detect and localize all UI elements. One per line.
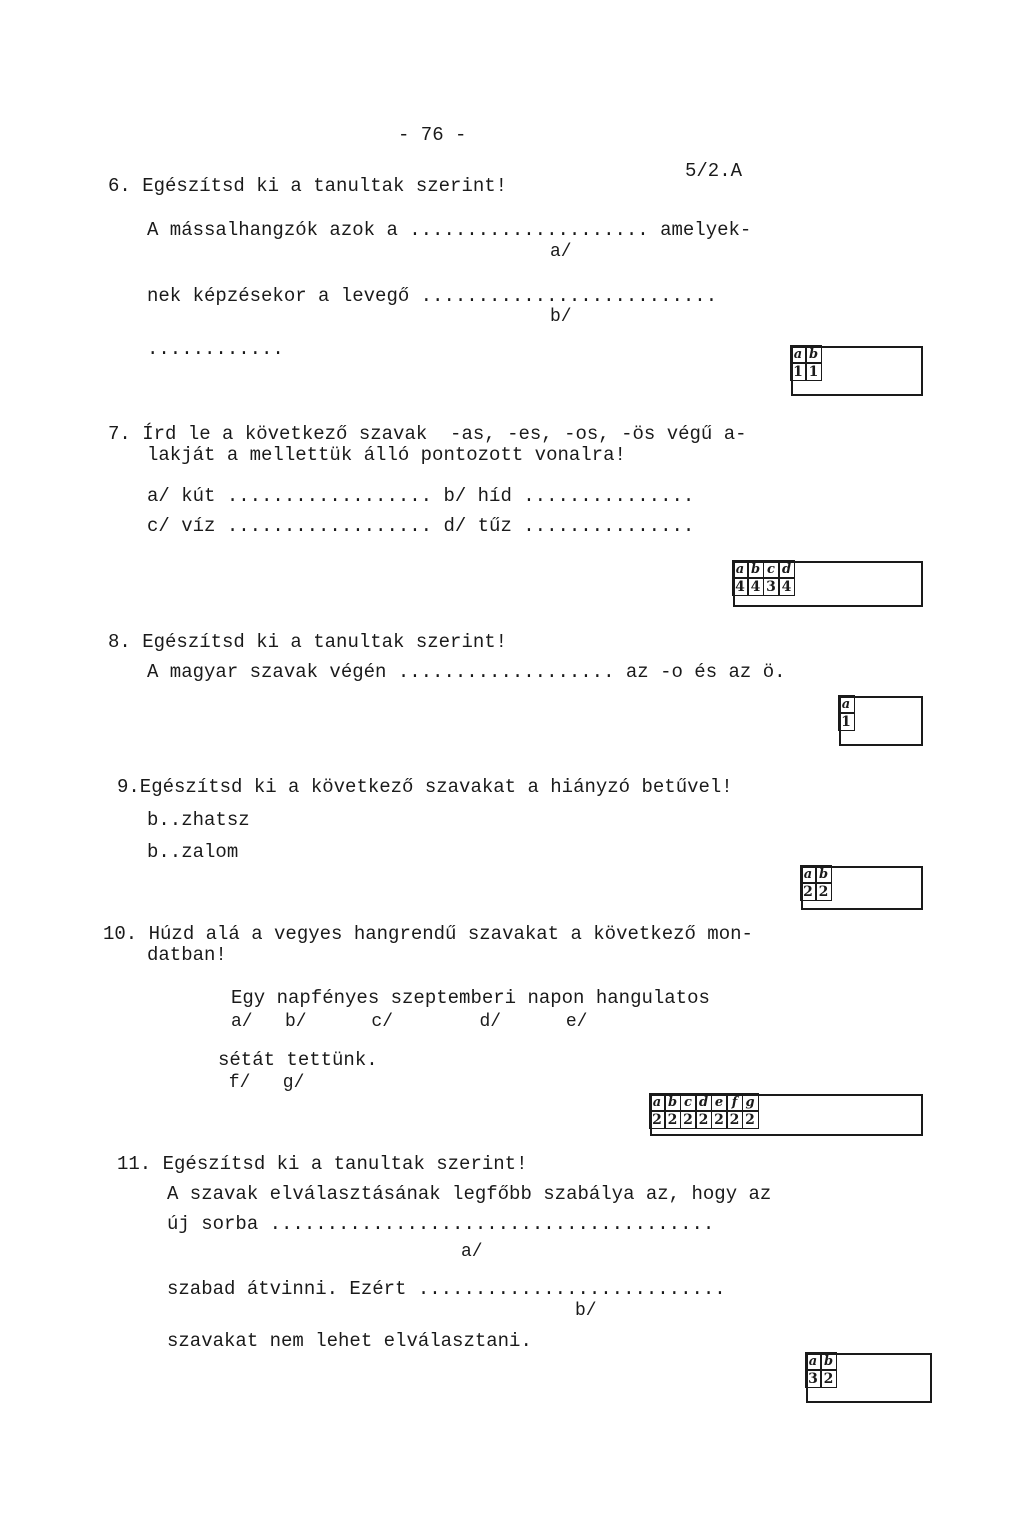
score-value: 2	[649, 1110, 666, 1129]
score-value: 4	[747, 577, 764, 596]
q6-score-box	[791, 346, 923, 396]
q6-line1: A mássalhangzók azok a ..................... amelyek-	[147, 219, 752, 241]
score-value: 2	[820, 1369, 837, 1388]
q10-score-box	[650, 1094, 923, 1136]
score-value: 1	[838, 712, 855, 731]
score-column	[817, 866, 833, 901]
q9-title: 9.Egészítsd ki a következő szavakat a hiányzó betűvel!	[117, 776, 733, 798]
score-letter: c	[680, 1093, 697, 1112]
score-value: 2	[726, 1110, 743, 1129]
q6-title: 6. Egészítsd ki a tanultak szerint!	[108, 175, 508, 197]
q11-line3: szabad átvinni. Ezért ...........................	[167, 1278, 726, 1300]
q10-marks1: a/ b/ c/ d/ e/	[231, 1012, 588, 1032]
score-letter: d	[695, 1093, 712, 1112]
score-column	[743, 1094, 759, 1129]
score-value: 2	[664, 1110, 681, 1129]
score-letter: a	[805, 1352, 822, 1371]
q11-mark-b: b/	[575, 1301, 597, 1321]
score-column	[780, 561, 796, 596]
score-value: 3	[763, 577, 780, 596]
score-value: 2	[711, 1110, 728, 1129]
q8-score-grid	[839, 696, 855, 731]
q11-line1: A szavak elválasztásának legfőbb szabálya az, hogy az	[167, 1183, 772, 1205]
score-letter: g	[742, 1093, 759, 1112]
q7-title: 7. Írd le a következő szavak -as, -es, -os, -ös végű a-	[108, 423, 747, 445]
q7-score-box	[733, 561, 923, 607]
q7-title2: lakját a mellettük álló pontozott vonalra!	[147, 444, 626, 466]
score-value: 1	[805, 362, 822, 381]
score-column	[807, 346, 823, 381]
q7-row2: c/ víz .................. d/ tűz ...............	[147, 515, 695, 537]
score-letter: b	[815, 865, 832, 884]
score-value: 3	[805, 1369, 822, 1388]
series-code: 5/2.A	[685, 160, 743, 182]
q9-word2: b..zalom	[147, 841, 239, 863]
q11-mark-a: a/	[461, 1242, 483, 1262]
q6-line2: nek képzésekor a levegő ..........................	[147, 285, 718, 307]
q10-title: 10. Húzd alá a vegyes hangrendű szavakat a következő mon-	[103, 923, 753, 945]
q10-sentence1: Egy napfényes szeptemberi napon hangulatos	[231, 987, 710, 1009]
q6-mark-a: a/	[550, 242, 572, 262]
score-column	[822, 1353, 838, 1388]
q11-title: 11. Egészítsd ki a tanultak szerint!	[117, 1153, 528, 1175]
score-letter: c	[763, 560, 780, 579]
q8-line1: A magyar szavak végén ................... az -o és az ö.	[147, 661, 786, 683]
score-letter: b	[805, 345, 822, 364]
q11-score-box	[806, 1353, 932, 1403]
q6-mark-b: b/	[550, 307, 572, 327]
score-column	[839, 696, 855, 731]
score-letter: a	[649, 1093, 666, 1112]
q9-score-box	[801, 866, 923, 910]
score-value: 2	[695, 1110, 712, 1129]
q8-score-box	[839, 696, 923, 746]
score-letter: a	[790, 345, 807, 364]
score-value: 2	[742, 1110, 759, 1129]
score-letter: f	[726, 1093, 743, 1112]
q10-score-grid	[650, 1094, 759, 1129]
score-letter: a	[732, 560, 749, 579]
q11-score-grid	[806, 1353, 837, 1388]
q8-title: 8. Egészítsd ki a tanultak szerint!	[108, 631, 508, 653]
q9-word1: b..zhatsz	[147, 809, 250, 831]
q6-score-grid	[791, 346, 822, 381]
score-value: 2	[800, 882, 817, 901]
score-value: 1	[790, 362, 807, 381]
page-number: - 76 -	[398, 124, 467, 146]
q7-row1: a/ kút .................. b/ híd ...............	[147, 485, 695, 507]
q10-sentence2: sétát tettünk.	[218, 1049, 378, 1071]
score-letter: a	[800, 865, 817, 884]
q6-line3: ............	[147, 338, 284, 360]
q10-title2: datban!	[147, 944, 227, 966]
score-value: 4	[732, 577, 749, 596]
score-letter: d	[778, 560, 795, 579]
q11-line4: szavakat nem lehet elválasztani.	[167, 1330, 532, 1352]
score-letter: b	[820, 1352, 837, 1371]
q9-score-grid	[801, 866, 832, 901]
score-letter: b	[747, 560, 764, 579]
score-letter: b	[664, 1093, 681, 1112]
q10-marks2: f/ g/	[218, 1073, 305, 1093]
q7-score-grid	[733, 561, 795, 596]
score-value: 2	[680, 1110, 697, 1129]
q11-line2: új sorba .......................................	[167, 1213, 715, 1235]
score-value: 4	[778, 577, 795, 596]
score-value: 2	[815, 882, 832, 901]
score-letter: a	[838, 695, 855, 714]
score-letter: e	[711, 1093, 728, 1112]
